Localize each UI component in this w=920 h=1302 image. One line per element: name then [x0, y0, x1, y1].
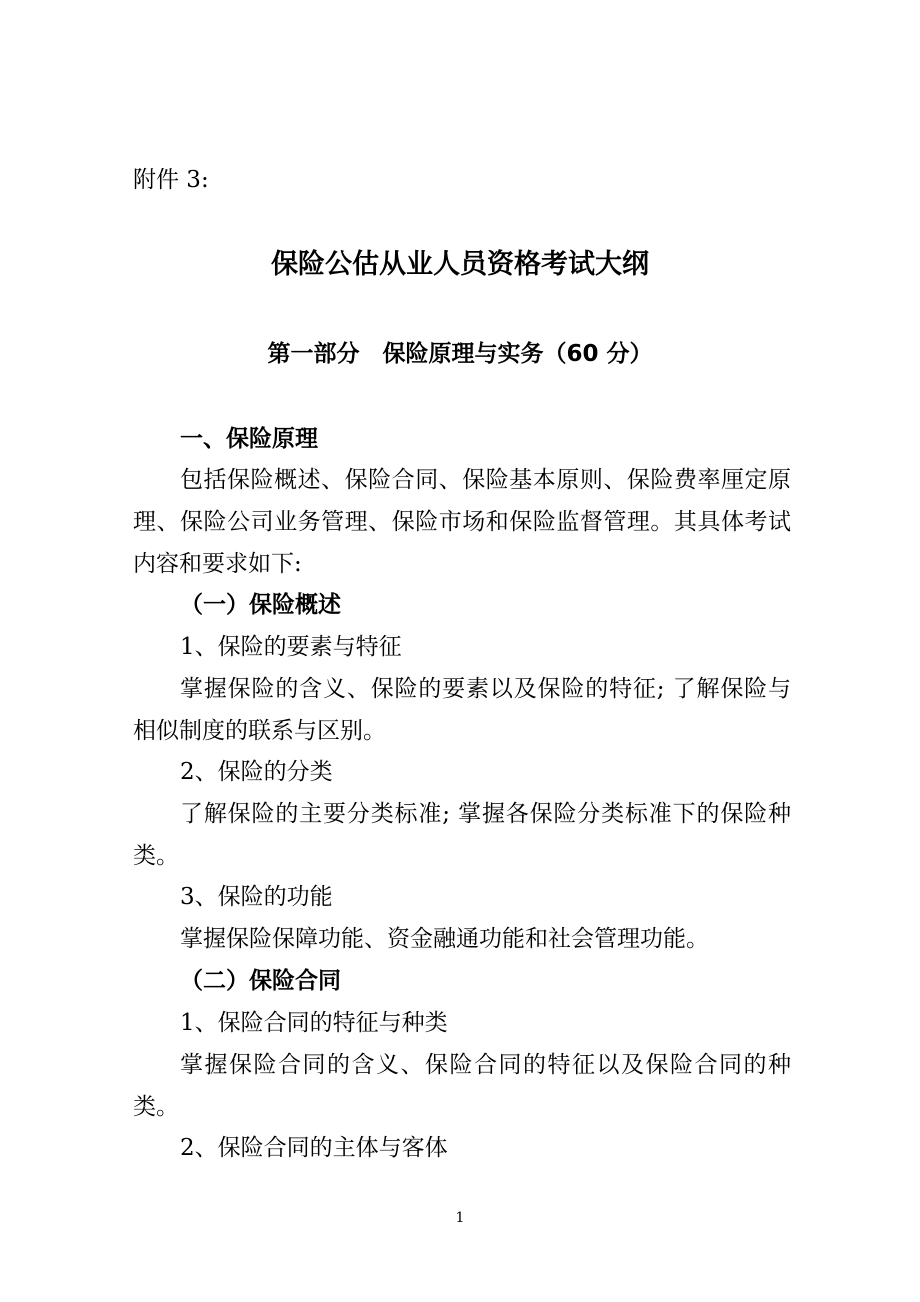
subsection-one-item-1-title: 1、保险的要素与特征: [180, 634, 402, 660]
subsection-one-heading: （一）保险概述: [180, 592, 341, 618]
section-one-heading: 一、保险原理: [180, 426, 318, 452]
subsection-two-item-1-title: 1、保险合同的特征与种类: [180, 1010, 448, 1036]
part-title: 第一部分 保险原理与实务（60 分）: [267, 341, 653, 367]
attachment-label: 附件 3:: [133, 167, 209, 193]
subsection-one-item-3-text: 掌握保险保障功能、资金融通功能和社会管理功能。: [180, 926, 709, 952]
subsection-one-item-1-text: 掌握保险的含义、保险的要素以及保险的特征; 了解保险与相似制度的联系与区别。: [133, 676, 791, 744]
subsection-one-item-2-title: 2、保险的分类: [180, 759, 333, 785]
subsection-one-item-3-title: 3、保险的功能: [180, 884, 333, 910]
page-number: 1: [455, 1210, 465, 1226]
subsection-two-item-2-title: 2、保险合同的主体与客体: [180, 1135, 448, 1161]
subsection-two-heading: （二）保险合同: [180, 968, 341, 994]
subsection-two-item-1-text: 掌握保险合同的含义、保险合同的特征以及保险合同的种类。: [133, 1052, 791, 1120]
subsection-one-item-2-text: 了解保险的主要分类标准; 掌握各保险分类标准下的保险种类。: [133, 801, 791, 869]
document-title: 保险公估从业人员资格考试大纲: [271, 249, 649, 280]
section-one-intro: 包括保险概述、保险合同、保险基本原则、保险费率厘定原理、保险公司业务管理、保险市场和保险监督管理。其具体考试内容和要求如下:: [133, 467, 791, 577]
